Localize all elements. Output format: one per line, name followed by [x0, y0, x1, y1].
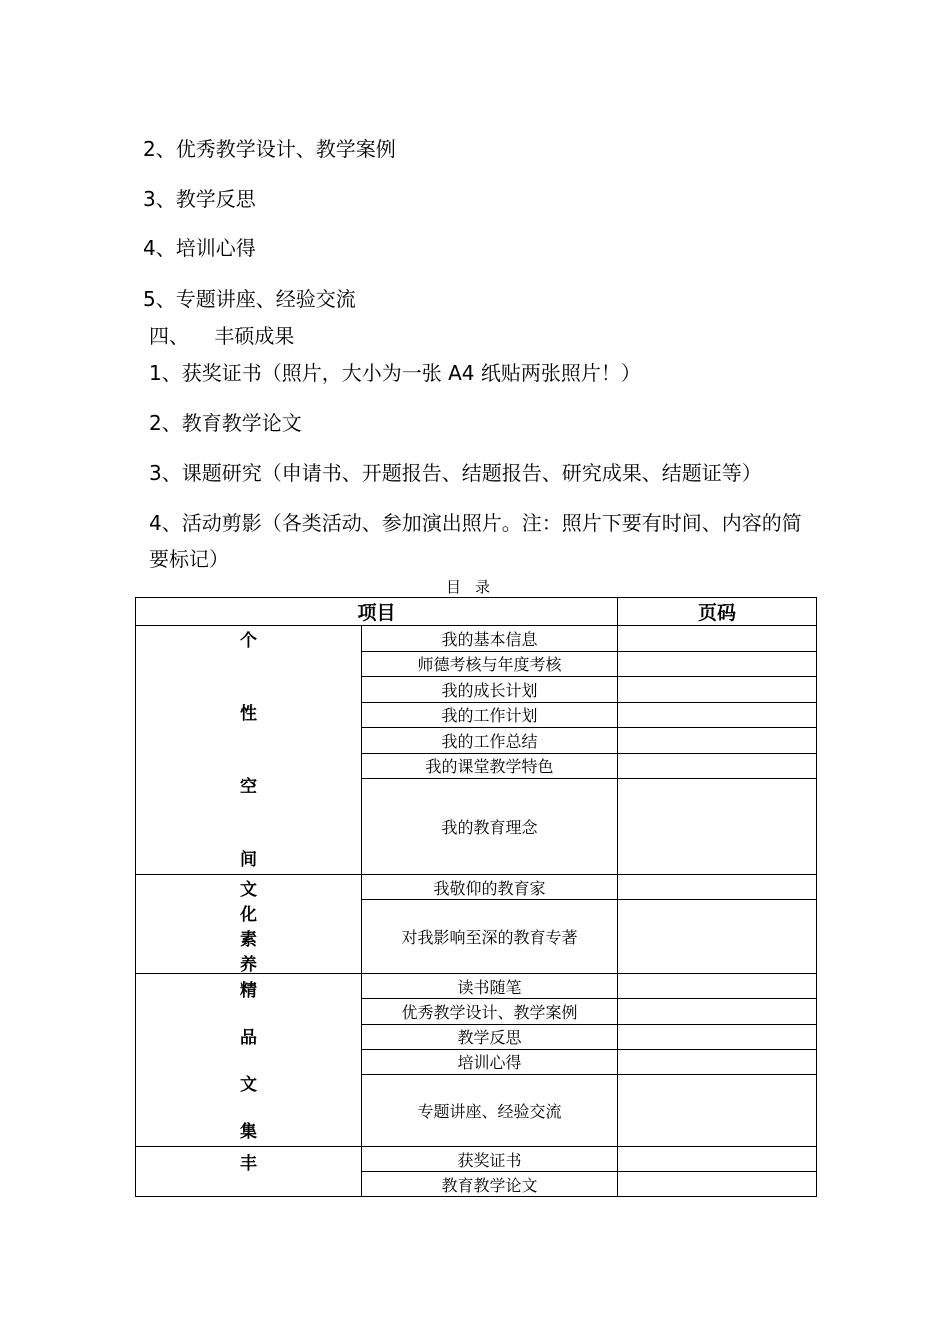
paragraph-4: 5、专题讲座、经验交流 — [143, 287, 356, 311]
toc-item: 教育教学论文 — [362, 1172, 618, 1197]
toc-item: 优秀教学设计、教学案例 — [362, 999, 618, 1024]
toc-item: 我的课堂教学特色 — [362, 753, 618, 779]
toc-item: 教学反思 — [362, 1024, 618, 1049]
table-row — [136, 875, 817, 900]
category-char: 文 — [240, 880, 257, 900]
toc-header-row — [136, 598, 817, 626]
table-row — [136, 1147, 817, 1172]
toc-header-page: 页码 — [618, 598, 817, 626]
page-cell — [618, 1049, 817, 1074]
page-cell — [618, 651, 817, 677]
toc-item: 培训心得 — [362, 1049, 618, 1074]
category-char: 素 — [240, 930, 257, 950]
toc-table — [135, 597, 817, 1197]
toc-item: 我的基本信息 — [362, 626, 618, 652]
page-cell — [618, 1147, 817, 1172]
page-cell — [618, 875, 817, 900]
toc-item: 专题讲座、经验交流 — [362, 1075, 618, 1147]
table-row — [136, 626, 817, 652]
category-char: 文 — [240, 1075, 257, 1095]
category-char: 精 — [240, 981, 257, 1001]
category-char: 养 — [240, 955, 257, 975]
page-cell — [618, 974, 817, 999]
category-cell — [136, 1147, 362, 1197]
toc-item: 读书随笔 — [362, 974, 618, 999]
paragraph-6: 2、教育教学论文 — [149, 411, 302, 435]
page-cell — [618, 999, 817, 1024]
toc-title: 目录 — [445, 578, 504, 596]
category-char: 个 — [240, 631, 257, 651]
toc-item: 获奖证书 — [362, 1147, 618, 1172]
page-cell — [618, 1075, 817, 1147]
paragraph-3: 4、培训心得 — [143, 236, 256, 260]
page-cell — [618, 753, 817, 779]
section-heading: 四、 丰硕成果 — [149, 324, 295, 348]
toc-item: 对我影响至深的教育专著 — [362, 900, 618, 974]
toc-item: 师德考核与年度考核 — [362, 651, 618, 677]
category-cell — [136, 974, 362, 1147]
toc-item: 我敬仰的教育家 — [362, 875, 618, 900]
paragraph-2: 3、教学反思 — [143, 187, 256, 211]
category-char: 间 — [240, 850, 257, 870]
paragraph-7: 3、课题研究（申请书、开题报告、结题报告、研究成果、结题证等） — [149, 461, 762, 485]
page-cell — [618, 728, 817, 754]
category-cell — [136, 875, 362, 974]
page-cell — [618, 677, 817, 703]
page-cell — [618, 626, 817, 652]
category-char: 品 — [240, 1028, 257, 1048]
category-char: 集 — [240, 1122, 257, 1142]
page-cell — [618, 779, 817, 875]
page-cell — [618, 702, 817, 728]
table-row — [136, 974, 817, 999]
category-char: 性 — [240, 704, 257, 724]
toc-header-item: 项目 — [136, 598, 618, 626]
toc-item: 我的成长计划 — [362, 677, 618, 703]
toc-item: 我的教育理念 — [362, 779, 618, 875]
page-cell — [618, 1024, 817, 1049]
toc-item: 我的工作计划 — [362, 702, 618, 728]
toc-item: 我的工作总结 — [362, 728, 618, 754]
page-cell — [618, 1172, 817, 1197]
category-char: 丰 — [240, 1154, 257, 1174]
page-cell — [618, 900, 817, 974]
category-char: 空 — [240, 777, 257, 797]
category-cell — [136, 626, 362, 875]
paragraph-8: 4、活动剪影（各类活动、参加演出照片。注：照片下要有时间、内容的简要标记） — [149, 511, 802, 571]
paragraph-5: 1、获奖证书（照片，大小为一张 A4 纸贴两张照片！） — [149, 361, 641, 385]
category-char: 化 — [240, 905, 257, 925]
paragraph-1: 2、优秀教学设计、教学案例 — [143, 137, 396, 161]
